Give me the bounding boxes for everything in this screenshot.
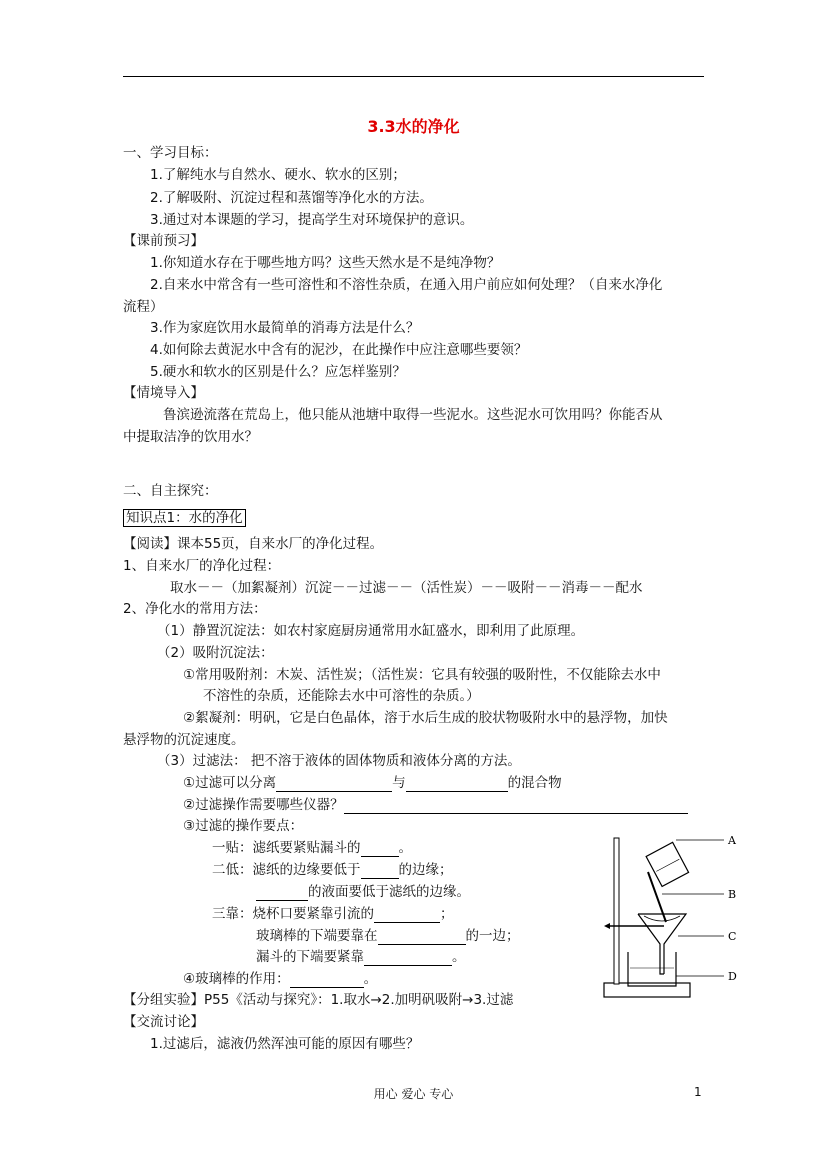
method-detail: 悬浮物的沉淀速度。 — [123, 732, 245, 748]
fill-text: 与 — [392, 775, 406, 791]
fill-in-line — [256, 948, 466, 966]
discussion-item: 1.过滤后，滤液仍然浑浊可能的原因有哪些？ — [150, 1036, 420, 1052]
answer-blank[interactable] — [361, 842, 399, 857]
filtration-apparatus-diagram — [596, 826, 742, 1010]
fill-text: ①过滤可以分离 — [183, 775, 277, 791]
fill-text: 二低：滤纸的边缘要低于 — [212, 862, 361, 878]
page-footer: 用心 爱心 专心 — [373, 1087, 454, 1101]
clamp-arrow — [604, 923, 610, 929]
fill-text: 漏斗的下端要紧靠 — [256, 949, 364, 965]
page-title: 3.3水的净化 — [367, 117, 460, 136]
preview-item: 5.硬水和软水的区别是什么？应怎样鉴别？ — [150, 364, 406, 380]
fill-in-line — [183, 970, 377, 988]
fill-text: 。 — [398, 840, 412, 856]
fill-text: 。 — [452, 949, 466, 965]
section-heading: 二、自主探究： — [123, 483, 218, 499]
label-c: C — [728, 930, 737, 943]
fill-text: 的边缘； — [398, 862, 453, 878]
fill-text: 的一边； — [465, 928, 520, 944]
stand-rod — [614, 838, 619, 984]
fill-text: ②过滤操作需要哪些仪器？ — [183, 797, 344, 813]
preview-item: 3.作为家庭饮用水最简单的消毒方法是什么？ — [150, 320, 420, 336]
stand-base — [604, 983, 690, 997]
fill-in-line — [183, 774, 562, 792]
funnel-stem — [638, 914, 664, 974]
process-flow: 取水－－（加絮凝剂）沉淀－－过滤－－（活性炭）－－吸附－－消毒－－配水 — [170, 580, 643, 596]
answer-blank[interactable] — [406, 777, 508, 792]
fill-text: ④玻璃棒的作用： — [183, 971, 290, 987]
fill-in-line — [212, 861, 453, 879]
label-b: B — [728, 888, 737, 901]
scenario-text: 中提取洁净的饮用水？ — [123, 429, 258, 445]
section-heading: 一、学习目标： — [123, 145, 218, 161]
section-heading: 【课前预习】 — [123, 233, 204, 249]
preview-item: 4.如何除去黄泥水中含有的泥沙，在此操作中应注意哪些要领？ — [150, 342, 528, 358]
method-detail: 不溶性的杂质，还能除去水中可溶性的杂质。） — [203, 688, 480, 704]
method-item: （2）吸附沉淀法： — [157, 645, 274, 661]
header-rule — [123, 76, 704, 77]
answer-blank[interactable] — [361, 864, 399, 879]
answer-blank[interactable] — [290, 973, 364, 988]
answer-blank[interactable] — [378, 930, 466, 945]
answer-blank[interactable] — [256, 886, 308, 901]
fill-in-line — [256, 927, 520, 945]
fill-text: 的混合物 — [507, 775, 562, 791]
subheading: 1、自来水厂的净化过程： — [123, 558, 281, 574]
goal-item: 3.通过对本课题的学习，提高学生对环境保护的意识。 — [150, 212, 474, 228]
label-a: A — [728, 834, 736, 847]
fill-text: 玻璃棒的下端要靠在 — [256, 928, 378, 944]
goal-item: 1.了解纯水与自然水、硬水、软水的区别； — [150, 167, 406, 183]
preview-item-cont: 流程） — [123, 299, 164, 315]
section-heading: 【交流讨论】 — [123, 1014, 204, 1030]
fill-in-line — [212, 839, 412, 857]
knowledge-point-label: 知识点1：水的净化 — [123, 509, 246, 527]
fill-text: 。 — [363, 971, 378, 987]
section-heading: 【情境导入】 — [123, 385, 204, 401]
answer-blank[interactable] — [374, 908, 440, 923]
fill-text: 的液面要低于滤纸的边缘。 — [308, 884, 470, 900]
subheading: 2、净化水的常用方法： — [123, 601, 267, 617]
reading-note: 【阅读】课本55页，自来水厂的净化过程。 — [123, 536, 384, 552]
pouring-beaker — [646, 842, 688, 886]
fill-in-line — [256, 883, 470, 901]
fill-in-line — [212, 905, 454, 923]
method-detail: ①常用吸附剂：木炭、活性炭；（活性炭：它具有较强的吸附性，不仅能除去水中 — [183, 667, 661, 683]
receiving-beaker — [628, 952, 676, 986]
filter-paper — [644, 916, 680, 921]
method-item: （1）静置沉淀法：如农村家庭厨房通常用水缸盛水，即利用了此原理。 — [157, 623, 585, 639]
method-item: （3）过滤法： 把不溶于液体的固体物质和液体分离的方法。 — [157, 753, 521, 769]
page-number: 1 — [694, 1085, 702, 1099]
scenario-text: 鲁滨逊流落在荒岛上，他只能从池塘中取得一些泥水。这些泥水可饮用吗？你能否从 — [163, 407, 663, 423]
fill-text: 三靠：烧杯口要紧靠引流的 — [212, 906, 374, 922]
fill-in-line — [183, 796, 688, 814]
preview-item: 2.自来水中常含有一些可溶性和不溶性杂质，在通入用户前应如何处理？（自来水净化 — [150, 277, 663, 293]
label-d: D — [728, 970, 737, 983]
knowledge-point-box — [123, 509, 246, 527]
answer-blank[interactable] — [364, 951, 452, 966]
preview-item: 1.你知道水存在于哪些地方吗？这些天然水是不是纯净物？ — [150, 255, 501, 271]
method-detail: ②絮凝剂：明矾，它是白色晶体，溶于水后生成的胶状物吸附水中的悬浮物，加快 — [183, 710, 668, 726]
fill-text: ； — [440, 906, 454, 922]
answer-blank[interactable] — [344, 799, 688, 814]
goal-item: 2.了解吸附、沉淀过程和蒸馏等净化水的方法。 — [150, 190, 433, 206]
subheading: ③过滤的操作要点： — [183, 818, 304, 834]
fill-text: 一贴：滤纸要紧贴漏斗的 — [212, 840, 361, 856]
answer-blank[interactable] — [276, 777, 392, 792]
group-experiment: 【分组实验】P55《活动与探究》：1.取水→2.加明矾吸附→3.过滤 — [123, 992, 514, 1008]
